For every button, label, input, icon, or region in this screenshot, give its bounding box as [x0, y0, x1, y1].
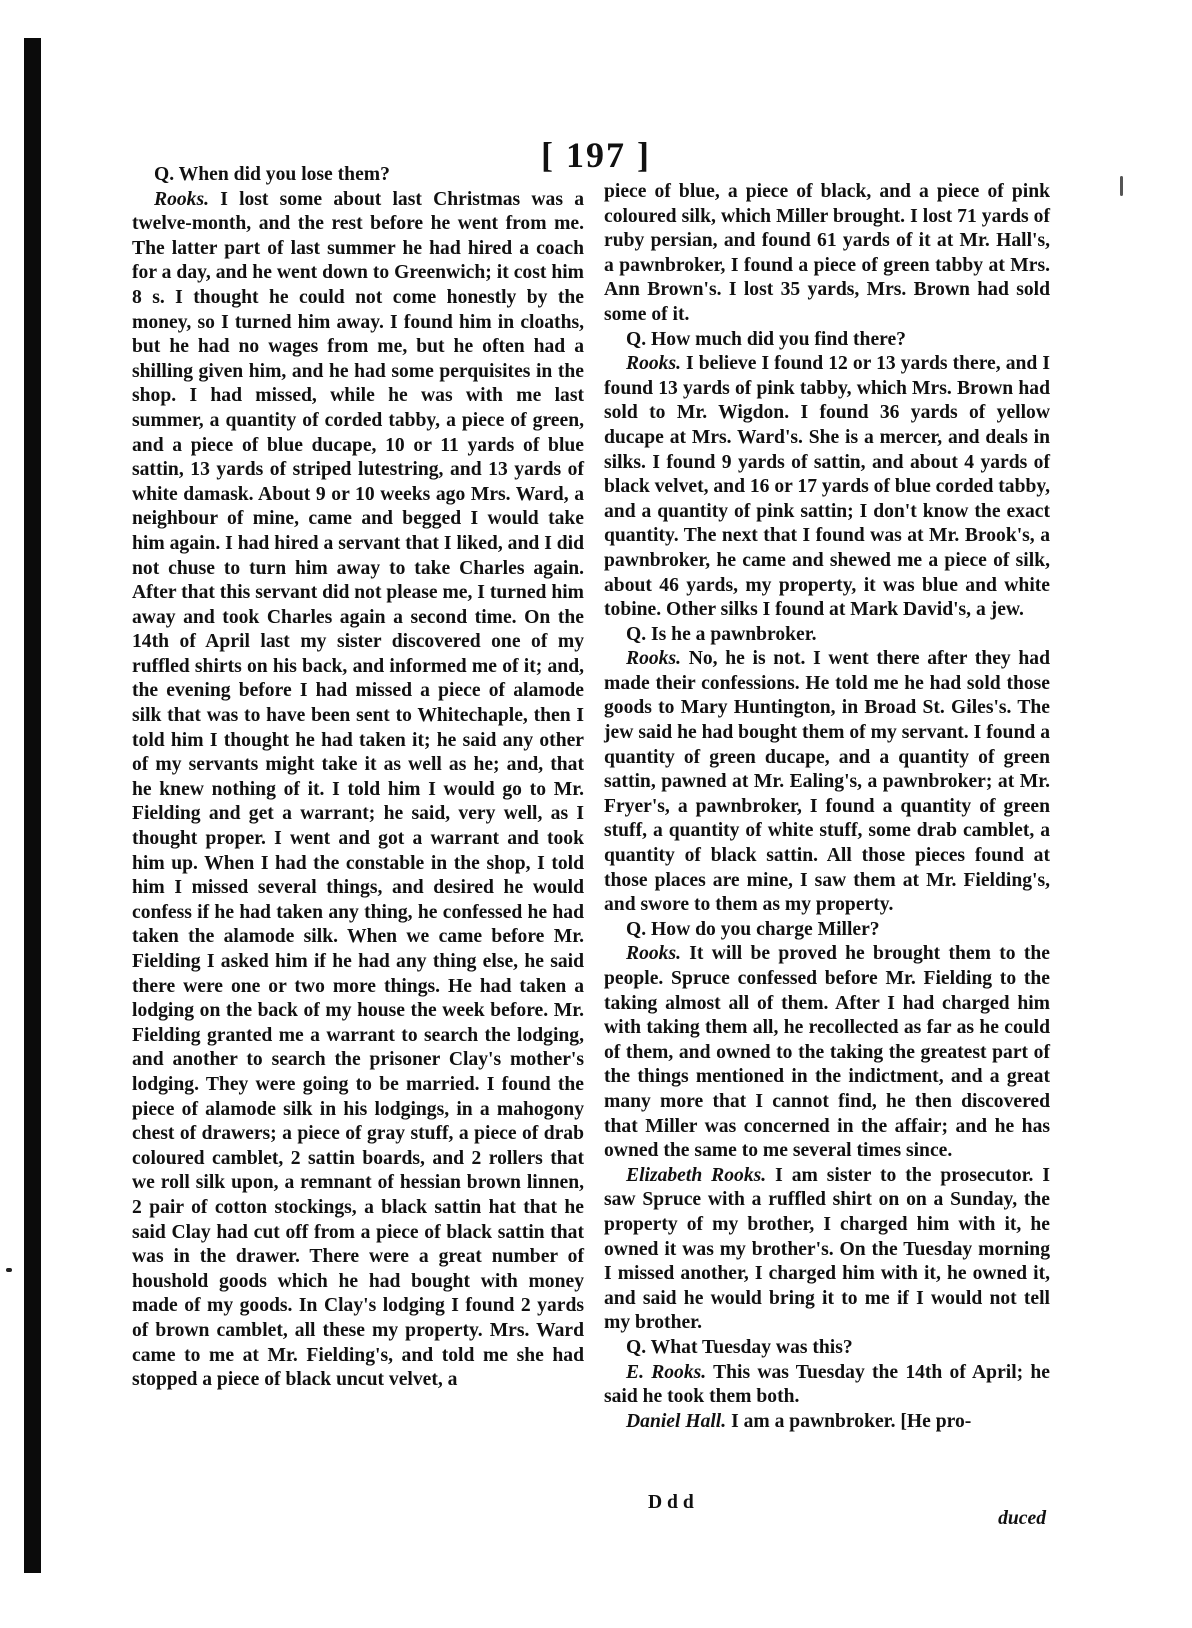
question: Q. How much did you find there?: [626, 328, 906, 350]
testimony-text: piece of blue, a piece of black, and a piece of pink coloured silk, which Miller brought. I lost 71 yards of ruby persian, and found 61 yards of it at Mr. Hall's, a pawnbroker, I found a piece of green tabby at Mrs. Ann Brown's. I lost 35 yards, Mrs. Brown had sold some of it.: [604, 181, 1050, 325]
page-number: [ 197 ]: [541, 135, 651, 175]
testimony-paragraph: [604, 352, 1050, 623]
testimony-paragraph: [604, 180, 1050, 328]
scan-edge-bar: [24, 38, 41, 1573]
testimony-paragraph: [604, 1361, 1050, 1410]
catchword: duced: [998, 1508, 1046, 1529]
testimony-paragraph: [604, 1164, 1050, 1336]
scan-speck: [6, 1268, 12, 1272]
speaker-name: Rooks.: [626, 943, 681, 965]
speaker-name: E. Rooks.: [626, 1361, 707, 1383]
speaker-name: Rooks.: [626, 648, 681, 670]
page-footer: [580, 1492, 1050, 1552]
testimony-text: I am sister to the prosecutor. I saw Spruce with a ruffled shirt on on a Sunday, the property of my brother, I charged him with it, he owned it was my brother's. On the Tuesday morning I missed another, I charged him with it, he owned it, and said he would bring it to me if I would not tell my brother.: [604, 1164, 1050, 1334]
speaker-name: Rooks.: [154, 188, 209, 210]
testimony-text: This was Tuesday the 14th of April; he said he took them both.: [604, 1361, 1050, 1408]
question: Q. What Tuesday was this?: [626, 1336, 853, 1358]
testimony-text: I am a pawnbroker. [He pro-: [731, 1410, 972, 1432]
speaker-name: Daniel Hall.: [626, 1410, 727, 1432]
testimony-text: I lost some about last Christmas was a twelve-month, and the rest before he went from me. The latter part of last summer he had hired a coach for a day, and he went down to Greenwich; it cost him 8 s. I thought he could not come honestly by the money, so I turned him away. I found him in cloaths, but he had no wages from me, but he often had a shilling given him, and he had some perquisites in the shop. I had missed, while he was with me last summer, a quantity of corded tabby, a piece of green, and a piece of blue ducape, 10 or 11 yards of blue sattin, 13 yards of striped lutestring, and 13 yards of white damask. About 9 or 10 weeks ago Mrs. Ward, a neighbour of mine, came and begged I would take him again. I had hired a servant that I liked, and I did not chuse to turn him away to take Charles again. After that this servant did not please me, I turned him away and took Charles again a second time. On the 14th of April last my sister discovered one of my ruffled shirts on his back, and informed me of it; and, the evening before I had missed a piece of alamode silk that was to have been sent to Whitechaple, then I told him I thought he had taken it; he said any other of my servants might take it as well as he; and, that he knew nothing of it. I told him I would go to Mr. Fielding and get a warrant; he said, very well, as I thought proper. I went and got a warrant and took him up. When I had the constable in the shop, I told him I missed several things, and desired he would confess if he had taken any thing, he confessed he had taken the alamode silk. When we came before Mr. Fielding I asked him if he had any thing else, he said there were one or two more things. He had taken a lodging on the back of my house the week before. Mr. Fielding granted me a warrant to search the lodging, and another to search the prisoner Clay's mother's lodging. They were going to be married. I found the piece of alamode silk in his lodgings, in a mahogony chest of drawers; a piece of gray stuff, a piece of drab coloured camblet, 2 sattin boards, and 2 rollers that we roll silk upon, a remnant of hessian brown linnen, 2 pair of cotton stockings, a black sattin hat that he said Clay had cut off from a piece of black sattin that was in the drawer. There were a great number of houshold goods which he had bought with money made of my goods. In Clay's lodging I found 2 yards of brown camblet, all these my property. Mrs. Ward came to me at Mr. Fielding's, and told me she had stopped a piece of black uncut velvet, a: [132, 188, 585, 1391]
testimony-paragraph: [604, 1410, 1050, 1435]
question: Q. When did you lose them?: [154, 164, 390, 185]
scan-speck: [1120, 176, 1123, 196]
testimony-text: It will be proved he brought them to the people. Spruce confessed before Mr. Fielding to the taking almost all of them. After I had charged him with taking them all, he recollected as far as he could of them, and owned to the taking the greatest part of the things mentioned in the indictment, and a great many more that I cannot find, he then discovered that Miller was concerned in the affair; and he has owned the same to me several times since.: [604, 943, 1050, 1162]
testimony-paragraph: [604, 647, 1050, 918]
right-column: [604, 180, 1050, 1434]
question: Q. Is he a pawnbroker.: [626, 623, 817, 645]
signature-mark: D d d: [648, 1492, 694, 1513]
speaker-name: Elizabeth Rooks.: [626, 1164, 767, 1186]
speaker-name: Rooks.: [626, 353, 681, 375]
testimony-text: No, he is not. I went there after they had made their confessions. He told me he had sold those goods to Mary Huntington, in Broad St. Giles's. The jew said he had bought them of my servant. I found a quantity of green ducape, and a quantity of green sattin, pawned at Mr. Ealing's, a pawnbroker; at Mr. Fryer's, a pawnbroker, I found a quantity of green stuff, a quantity of white stuff, some drab camblet, a quantity of black sattin. All those pieces found at those places are mine, I saw them at Mr. Fielding's, and swore to them as my property.: [604, 648, 1051, 916]
testimony-paragraph: [132, 188, 584, 1393]
testimony-paragraph: [604, 942, 1050, 1163]
testimony-text: I believe I found 12 or 13 yards there, and I found 13 yards of pink tabby, which Mrs. Brown had sold to Mr. Wigdon. I found 36 yards of yellow ducape at Mrs. Ward's. She is a mercer, and deals in silks. I found 9 yards of sattin, and about 4 yards of black velvet, and 16 or 17 yards of blue corded tabby, and a quantity of pink sattin; I don't know the exact quantity. The next that I found was at Mr. Brook's, a pawnbroker, he came and shewed me a piece of silk, about 46 yards, my property, it was blue and white tobine. Other silks I found at Mark David's, a jew.: [604, 353, 1050, 621]
left-column: [132, 163, 584, 1393]
question: Q. How do you charge Miller?: [626, 918, 880, 940]
